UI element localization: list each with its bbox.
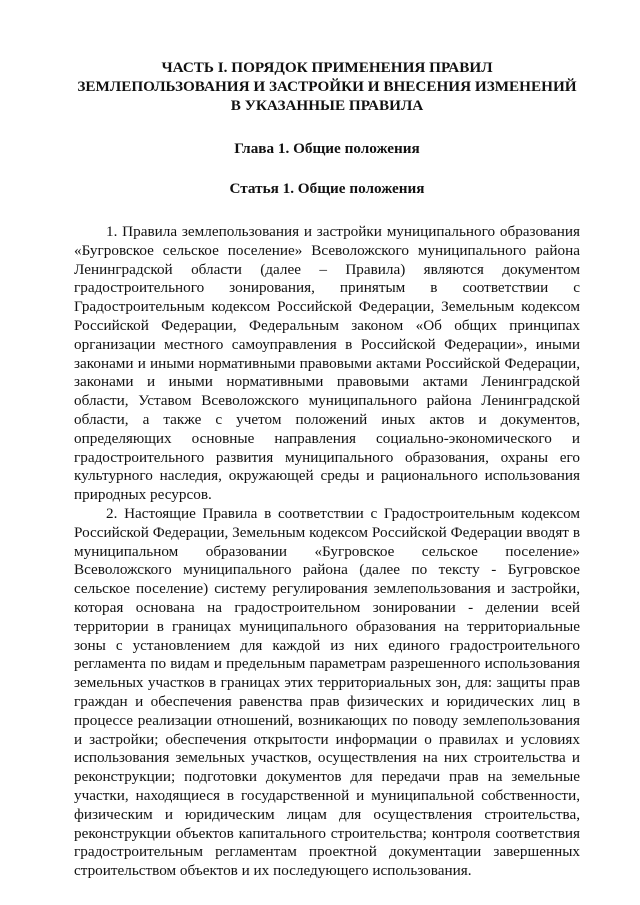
part-title	[74, 58, 580, 115]
part-title-line: В УКАЗАННЫЕ ПРАВИЛА	[230, 97, 424, 114]
article-body	[74, 223, 580, 881]
document-page	[74, 58, 580, 881]
article-title: Статья 1. Общие положения	[229, 180, 425, 197]
part-title-line: ЧАСТЬ I. ПОРЯДОК ПРИМЕНЕНИЯ ПРАВИЛ	[161, 59, 493, 76]
paragraph-1: 1. Правила землепользования и застройки муниципального образования «Бугровское сельское поселение» Всеволожского муниципального района Ленинградской области (далее – Правила) являются документом градостроительного зонирования, принятым в соответствии с Градостроительным кодексом Российской Федерации, Земельным кодексом Российской Федерации, Федеральным законом «Об общих принципах организации местного самоуправления в Российской Федерации», иными законами и иными нормативными правовыми актами Российской Федерации, законами и иными нормативными правовыми актами Ленинградской области, Уставом Всеволожского муниципального района Ленинградской области, а также с учетом положений иных актов и документов, определяющих основные направления социально-экономического и градостроительного развития муниципального образования, охраны его культурного наследия, окружающей среды и рационального использования природных ресурсов.	[74, 223, 580, 504]
part-title-line: ЗЕМЛЕПОЛЬЗОВАНИЯ И ЗАСТРОЙКИ И ВНЕСЕНИЯ ИЗМЕНЕНИЙ	[77, 78, 577, 95]
paragraph-2: 2. Настоящие Правила в соответствии с Градостроительным кодексом Российской Федерации, Земельным кодексом Российской Федерации вводят в муниципальном образовании «Бугровское сельское поселение» Всеволожского муниципального района (далее по тексту - Бугровское сельское поселение) систему регулирования землепользования и застройки, которая основана на градостроительном зонировании - делении всей территории в границах муниципального образования на территориальные зоны с установлением для каждой из них единого градостроительного регламента по видам и предельным параметрам разрешенного использования земельных участков в границах этих территориальных зон, для: защиты прав граждан и обеспечения равенства прав физических и юридических лиц в процессе реализации отношений, возникающих по поводу землепользования и застройки; обеспечения открытости информации о правилах и условиях использования земельных участков, осуществления на них строительства и реконструкции; подготовки документов для передачи прав на земельные участки, находящиеся в государственной и муниципальной собственности, физическим и юридическим лицам для осуществления строительства, реконструкции объектов капитального строительства; контроля соответствия градостроительным регламентам проектной документации завершенных строительством объектов и их последующего использования.	[74, 504, 580, 880]
chapter-title: Глава 1. Общие положения	[234, 140, 420, 157]
